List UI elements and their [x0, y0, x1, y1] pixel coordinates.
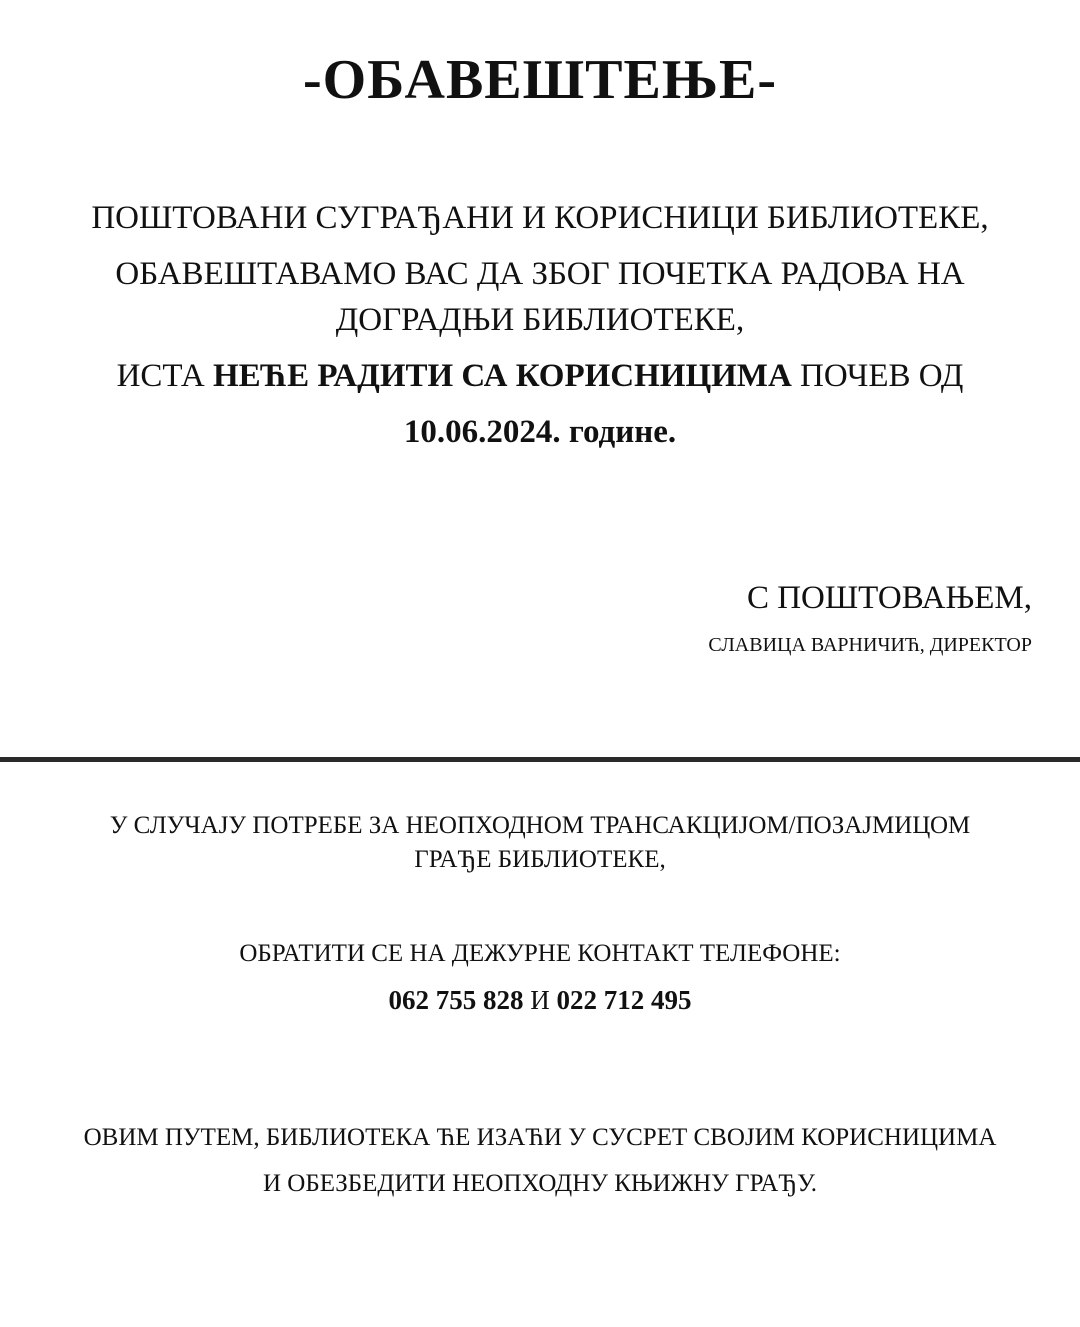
section-divider — [0, 757, 1080, 762]
phone-number-1: 062 755 828 — [388, 985, 524, 1015]
info-line-1: ОБАВЕШТАВАМО ВАС ДА ЗБОГ ПОЧЕТКА РАДОВА НА — [115, 256, 965, 292]
closure-line — [0, 358, 1080, 396]
closure-prefix: ИСТА — [116, 358, 214, 394]
phone-numbers — [0, 985, 1080, 1016]
need-line-1: У СЛУЧАЈУ ПОТРЕБЕ ЗА НЕОПХОДНОМ ТРАНСАКЦИЈОМ/ПОЗАЈМИЦОМ — [109, 812, 971, 839]
notice-title: -ОБАВЕШТЕЊЕ- — [303, 49, 777, 111]
start-date: 10.06.2024. године. — [403, 414, 677, 450]
signature-name: СЛАВИЦА ВАРНИЧИЋ, ДИРЕКТОР — [708, 634, 1032, 656]
signature-greeting: С ПОШТОВАЊЕМ, — [746, 580, 1032, 616]
closure-bold-text: НЕЋЕ РАДИТИ СА КОРИСНИЦИМА — [213, 358, 792, 394]
phone-number-2: 022 712 495 — [556, 985, 692, 1015]
closing-line-2: И ОБЕЗБЕДИТИ НЕОПХОДНУ КЊИЖНУ ГРАЂУ. — [262, 1170, 818, 1197]
greeting-line: ПОШТОВАНИ СУГРАЂАНИ И КОРИСНИЦИ БИБЛИОТЕКЕ, — [91, 200, 989, 236]
need-line-2: ГРАЂЕ БИБЛИОТЕКЕ, — [414, 846, 666, 873]
closure-suffix: ПОЧЕВ ОД — [791, 358, 964, 394]
info-line-2: ДОГРАДЊИ БИБЛИОТЕКЕ, — [335, 302, 745, 338]
phone-joiner: И — [523, 985, 557, 1015]
contact-line: ОБРАТИТИ СЕ НА ДЕЖУРНЕ КОНТАКТ ТЕЛЕФОНЕ: — [239, 940, 841, 967]
closing-line-1: ОВИМ ПУТЕМ, БИБЛИОТЕКА ЋЕ ИЗАЋИ У СУСРЕТ СВОЈИМ КОРИСНИЦИМА — [83, 1124, 997, 1151]
